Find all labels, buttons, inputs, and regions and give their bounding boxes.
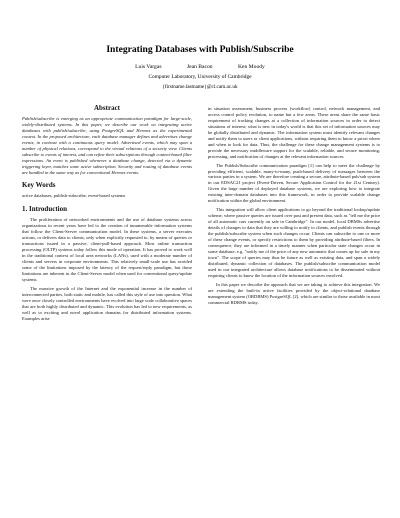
intro-heading: 1. Introduction xyxy=(22,205,67,214)
author-name: Ken Moody xyxy=(237,64,265,70)
keywords-text: active databases, publish-subscribe, event-based systems xyxy=(22,193,126,199)
author-name: Jean Bacon xyxy=(186,64,213,70)
intro-paragraph: The proliferation of networked environments and the use of database systems across organizations in recent years have led to the creation of innumerable information systems that follow the Client-Server communication model. In these systems, a server executes actions, or delivers data to clients, only when explicitly requested to, by means of queries or transactions issued in a passive, client-pull-based approach. Most online transaction processing (OLTP) systems today follow this mode of operation. It has proved to work well in the traditional context of local area networks (LANs), used with a moderate number of clients and servers in corporate environments. This relatively small-scale use has avoided some of the limitations imposed by the latency of the request/reply paradigm, but those limitations are inherent in the Client-Server model when used for conventional query/update systems. xyxy=(22,217,192,282)
body-paragraph: This integration will allow client applications to go beyond the traditional lookup/update scheme, where passive queries are issued over past and present data, such as "tell me the price of all automatic cars currently on sale in Cambridge". In our model, local DBMSs advertise details of changes to data that they are willing to notify to clients, and publish events through the publish/subscribe system when such changes occur. Clients can subscribe to one or more of these change events, or specify restrictions to them by providing attribute-based filters. In consequence, they are informed in a timely manner when particular state changes occur in some database, e.g. "notify me of the price of any new automatic that comes up for sale in my town". The scope of queries may thus be future as well as existing data, and span a widely distributed, dynamic collection of databases. The publish/subscribe communication model used in our integrated architecture allows database notifications to be disseminated without requiring clients to know the location of the information sources involved. xyxy=(208,207,380,278)
author-name: Luis Vargas xyxy=(135,64,162,70)
body-paragraph: The Publish/Subscribe communication paradigm [1] can help to meet the challenge by providing efficient, scalable, many-to-many, push-based delivery of messages between the various parties in a system. We are therefore creating a secure, attribute-based pub/sub system in our EDSAC21 project (Event-Driven, Secure Application Control for the 21st Century). Given the large number of deployed database systems, we are exploring how to integrate existing inter-domain databases into this framework, in order to provide scalable change notification within the global environment. xyxy=(208,162,380,204)
intro-paragraph: The massive growth of the Internet and the exponential increase in the number of interconnected parties, both static and mobile, has called this style of use into question. What were once closely controlled environments have evolved into large scale collaborative spaces that are both highly distributed and dynamic. This evolution has led to new requirements, as well as to exciting and novel application domains for distributed information systems. Examples arise xyxy=(22,285,192,321)
right-column xyxy=(208,106,380,309)
affiliation: Computer Laboratory, University of Cambridge xyxy=(148,74,252,80)
left-column xyxy=(22,106,192,325)
abstract-text: Publish/subscribe is emerging as an appropriate communication paradigm for large-scale, widely-distributed systems. In this paper, we describe our work on integrating active databases with publish/subscribe, using PostgreSQL and Hermes as the experimental context. In the proposed architecture, each database manager defines and advertises change events, in contrast with a continuous query model. Advertised events, which may span a number of physical relations, correspond to the virtual relations of a security view. Clients subscribe to events of interest, and can refine their subscriptions through content-based filter expressions. An event is published whenever a database change, detected via a dynamic triggering layer, matches some active subscription. Security and routing of database events are handled in the same way as for conventional Hermes events. xyxy=(22,115,192,175)
abstract-heading: Abstract xyxy=(93,104,121,112)
author-list xyxy=(0,64,400,70)
author-email: {firstname.lastname}@cl.cam.ac.uk xyxy=(162,84,238,90)
paper-title: Integrating Databases with Publish/Subscribe xyxy=(106,44,294,55)
body-paragraph: in situation assessment, business process (workflow) control, network management, and access control policy evolution, to name but a few areas. These areas share the same basic requirement of tracking changes at a collection of information sources in order to detect situations of interest; what is new in today's world is that this set of information sources may be globally distributed and dynamic. The information system must identify relevant changes and notify them to users or client applications, without requiring them to know a priori where and when to look for data. Thus, the challenge for these change management systems is to provide the necessary middleware support for the scalable, reliable, and secure monitoring, processing, and notification of changes at the relevant information sources. xyxy=(208,106,380,159)
keywords-heading: Key Words xyxy=(22,181,56,190)
body-paragraph: In this paper we describe the approach that we are taking to achieve this integration. We are extending the built-in active facilities provided by the object-relational database management system (ORDBMS) PostgreSQL [2], which are similar to those available in most commercial RDBMS today. xyxy=(208,281,380,305)
